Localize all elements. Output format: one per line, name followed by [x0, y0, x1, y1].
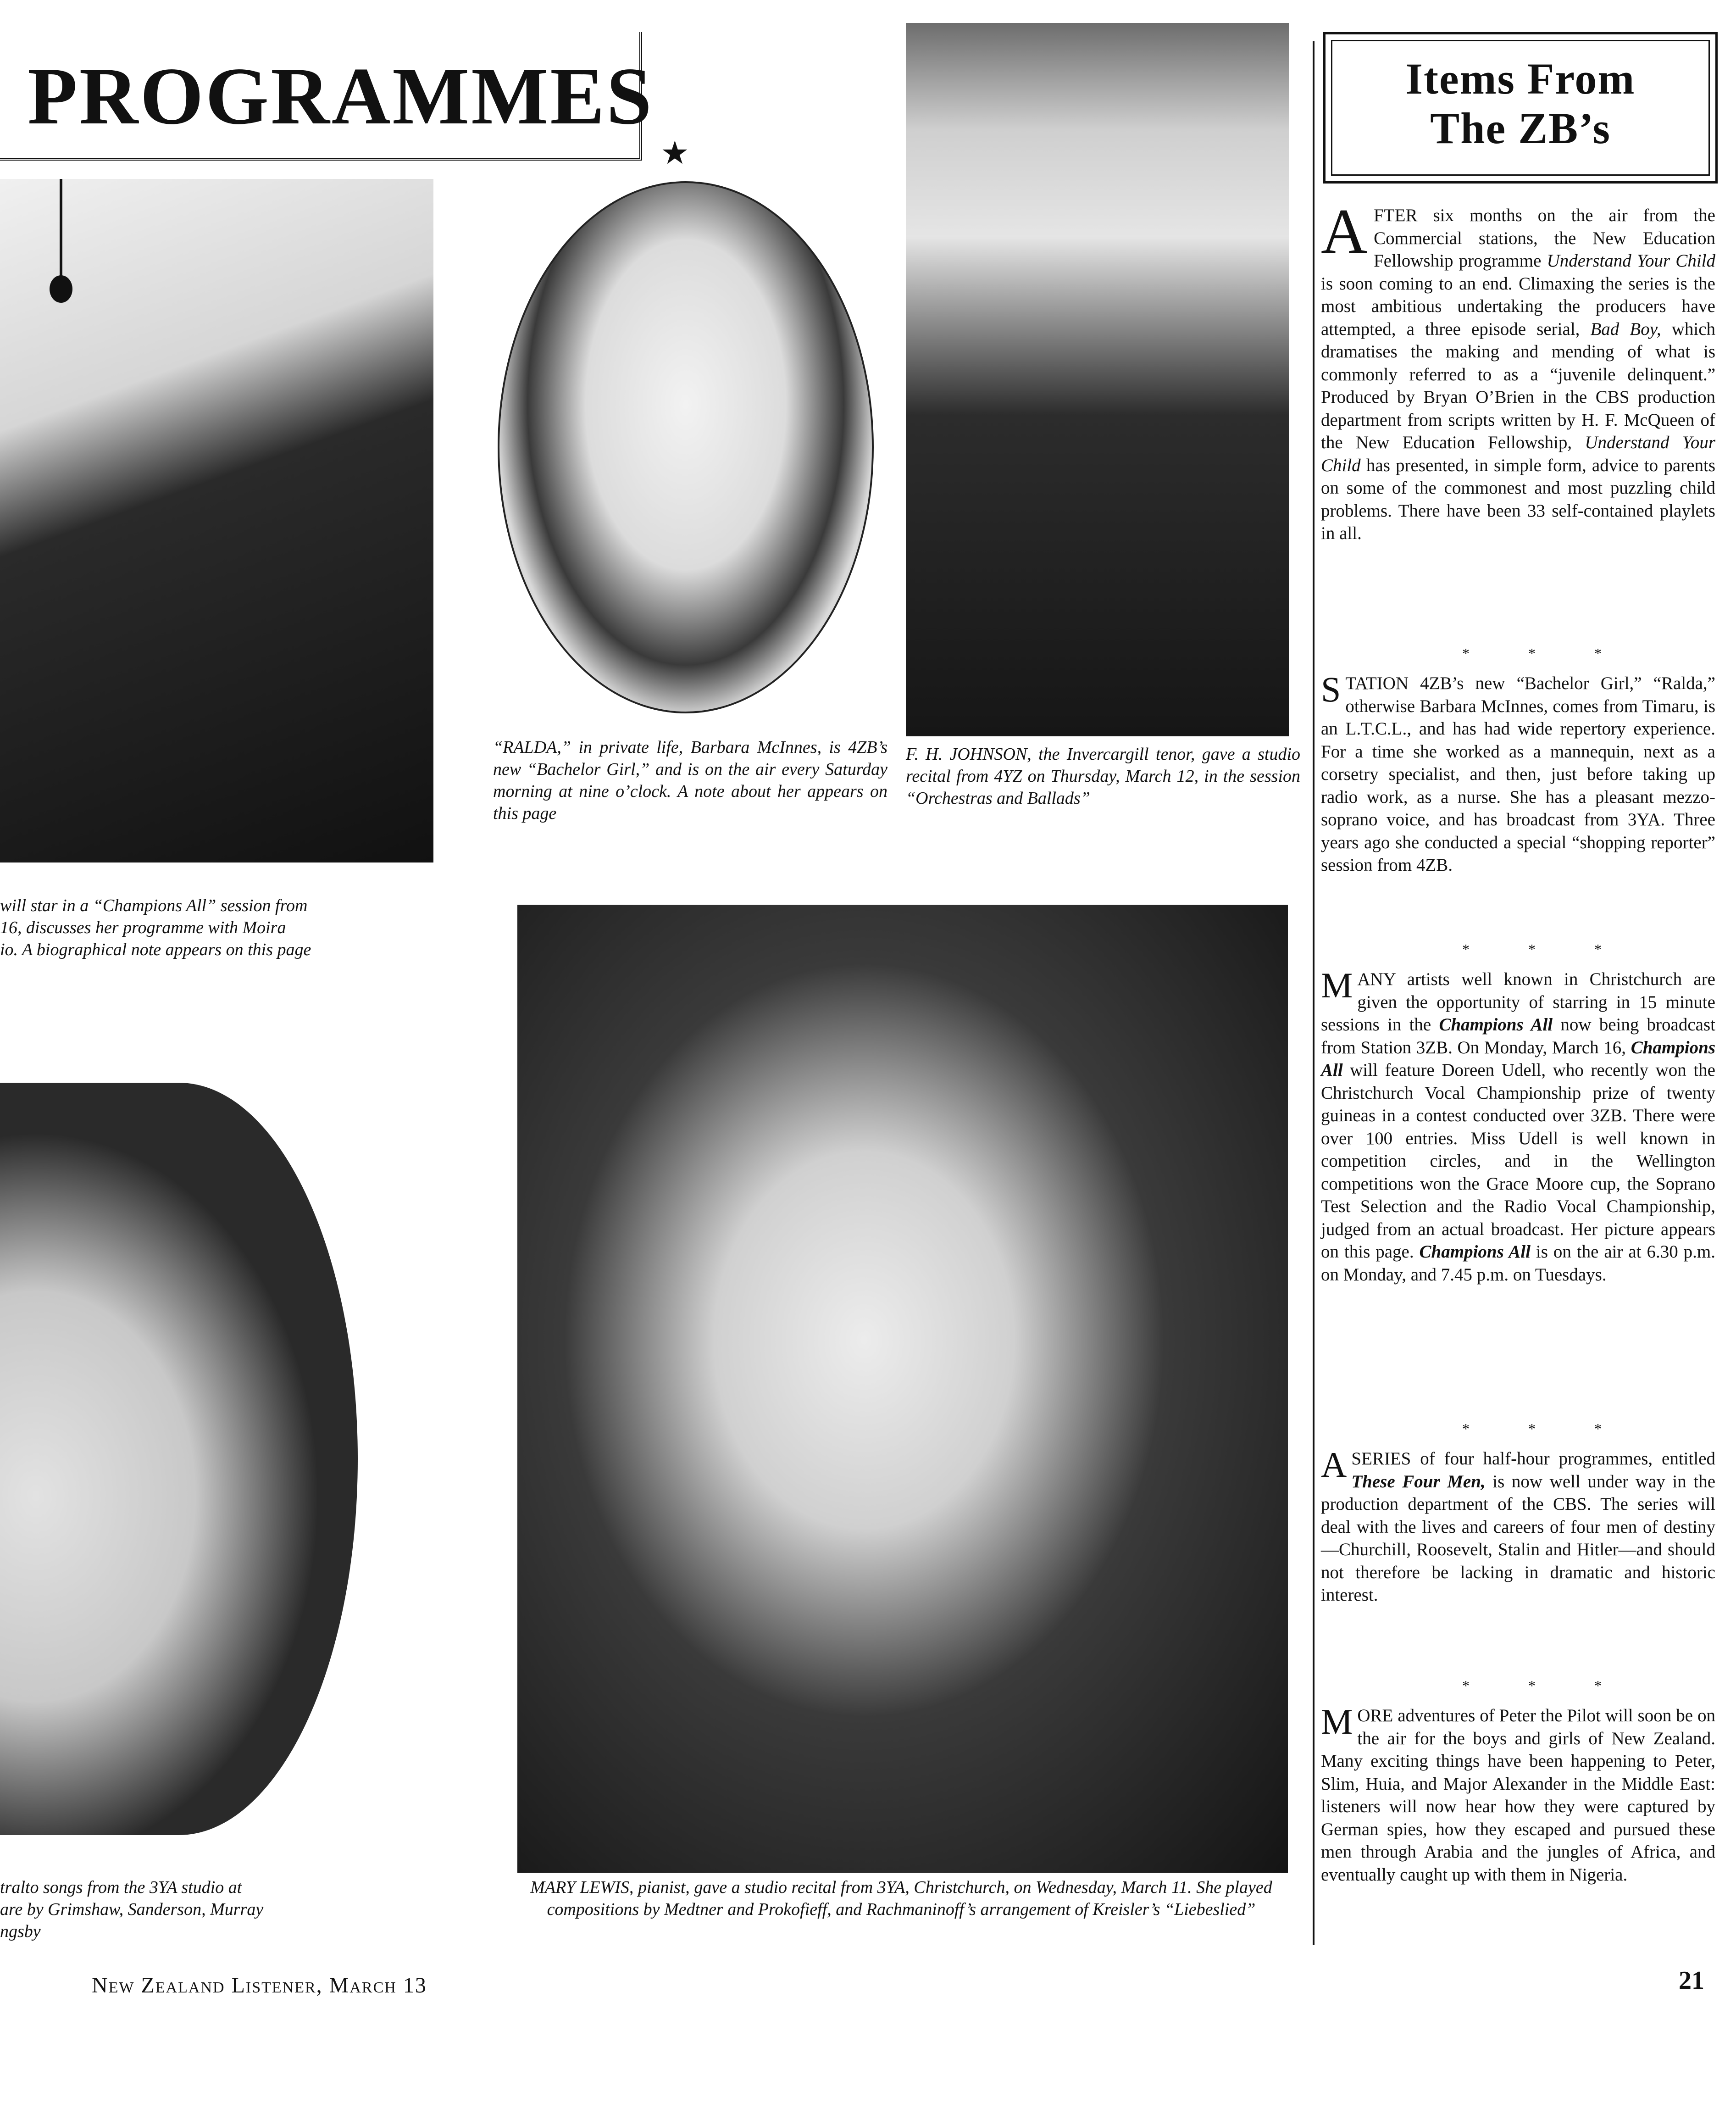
caption-piano-line-1: will star in a “Champions All” session from [0, 896, 308, 915]
article-text: ORE adventures of Peter the Pilot will soon be on the air for the boys and girls of New Zealand. Many exciting things have been happening to Peter, Slim, Huia, and Major Alexander in the Middle East: listeners will now hear how they were captured by German spies, how they escaped and pursued these men through Arabia and the jungles of Africa, and eventually caught up with them in Nigeria. [1321, 1706, 1715, 1885]
caption-udell-line-3: ngsby [0, 1922, 41, 1941]
photo-lewis-portrait [517, 905, 1288, 1873]
article-ralda [1321, 669, 1715, 877]
caption-lewis-lead: MARY LEWIS, [530, 1878, 634, 1897]
caption-johnson-text: the Invercargill tenor, gave a studio recital from 4YZ on Thursday, March 12, in the session “Orchestras and Ballads” [906, 745, 1300, 808]
caption-piano [0, 895, 438, 961]
article-champions-all [1321, 965, 1716, 1286]
article-text: is now well under way in the production department of the CBS. The series will deal with the lives and careers of four men of destiny—Churchill, Roosevelt, Stalin and Hitler—and should not therefore be lacking in dramatic and historic interest. [1321, 1471, 1716, 1605]
caption-piano-line-2: 16, discusses her programme with Moira [0, 918, 286, 937]
page-title: PROGRAMMES [28, 50, 654, 141]
sidebar-title [1323, 54, 1718, 153]
caption-ralda-text: in private life, Barbara McInnes, is 4ZB’s new “Bachelor Girl,” and is on the air every Saturday morning at nine o’clock. A note about her appears on this page [493, 738, 888, 823]
article-text: TATION 4ZB’s new “Bachelor Girl,” “Ralda,” otherwise Barbara McInnes, comes from Timaru, is an L.T.C.L., and has had wide repertory experience. For a time she worked as a mannequin, next as a corsetry specialist, and then, just before taking up radio work, as a nurse. She has a pleasant mezzo-soprano voice, and has broadcast from 3YA. Three years ago she conducted a special “shopping reporter” session from 4ZB. [1321, 673, 1715, 875]
caption-johnson-lead: F. H. JOHNSON, [906, 745, 1032, 764]
caption-lewis-text: pianist, gave a studio recital from 3YA, Christchurch, on Wednesday, March 11. She played compositions by Medtner and Prokofieff, and Rachmaninoff’s arrangement of Kreisler’s “Liebeslied” [547, 1878, 1272, 1919]
separator-stars: * * * [1462, 645, 1629, 662]
article-italic: These Four Men, [1351, 1471, 1486, 1491]
column-divider [1313, 41, 1314, 1945]
article-text: which dramatises the making and mending of what is commonly referred to as a “juvenile delinquent.” Produced by Bryan O’Brien in the CBS production department from scripts written by H. F. McQueen of the New Education Fellowship, [1321, 319, 1716, 452]
caption-piano-line-3: io. A biographical note appears on this page [0, 940, 311, 959]
star-ornament-icon: ★ [660, 136, 689, 171]
dropcap: M [1321, 965, 1353, 1005]
caption-udell-line-2: are by Grimshaw, Sanderson, Murray [0, 1900, 264, 1919]
article-italic: Champions All [1439, 1015, 1553, 1035]
separator-stars: * * * [1462, 941, 1629, 957]
microphone-icon [50, 275, 72, 303]
dropcap: A [1321, 1445, 1347, 1485]
photo-udell-portrait [0, 1083, 358, 1835]
article-peter-the-pilot [1321, 1704, 1715, 1886]
article-text: ANY artists well known in Christchurch are given the opportunity of starring in 15 minute sessions in the [1321, 969, 1715, 1035]
article-italic: Champions All [1321, 1037, 1715, 1080]
article-text: FTER six months on the air from the Commercial stations, the New Education Fellowship programme [1374, 206, 1715, 271]
article-text: is soon coming to an end. Climaxing the series is the most ambitious undertaking the producers have attempted, a three episode serial, [1321, 273, 1715, 339]
photo-johnson-portrait [906, 23, 1289, 736]
article-italic: Champions All [1419, 1242, 1531, 1262]
caption-udell-line-1: tralto songs from the 3YA studio at [0, 1878, 242, 1897]
footer-publication: New Zealand Listener, March 13 [92, 1973, 427, 1998]
article-italic: Bad Boy, [1590, 319, 1661, 339]
article-these-four-men [1321, 1447, 1715, 1607]
article-text: is on the air at 6.30 p.m. on Monday, and 7.45 p.m. on Tuesdays. [1321, 1242, 1716, 1285]
sidebar-title-line-1: Items From [1405, 54, 1636, 103]
caption-ralda [493, 736, 887, 824]
dropcap: M [1321, 1702, 1353, 1742]
caption-lewis [509, 1876, 1293, 1920]
article-italic: Understand Your Child [1321, 433, 1716, 475]
caption-ralda-lead: “RALDA,” [493, 738, 571, 757]
article-italic: Understand Your Child [1547, 251, 1715, 271]
dropcap: A [1321, 196, 1368, 267]
sidebar-title-line-2: The ZB’s [1430, 104, 1611, 153]
page-number: 21 [1679, 1966, 1704, 1995]
article-text: now being broadcast from Station 3ZB. On Monday, March 16, [1321, 1015, 1715, 1057]
separator-stars: * * * [1462, 1420, 1629, 1437]
caption-udell [0, 1876, 381, 1942]
microphone-cord [60, 179, 62, 284]
article-text: SERIES of four half-hour programmes, entitled [1351, 1449, 1715, 1469]
separator-stars: * * * [1462, 1677, 1629, 1694]
caption-johnson [906, 743, 1300, 809]
article-text: has presented, in simple form, advice to parents on some of the commonest and most puzzling child problems. There have been 33 self-contained playlets in all. [1321, 455, 1715, 543]
dropcap: S [1321, 669, 1341, 709]
photo-ralda-portrait [498, 181, 874, 713]
article-text: will feature Doreen Udell, who recently won the Christchurch Vocal Championship prize of twenty guineas in a contest conducted over 3ZB. There were over 100 entries. Miss Udell is well known in competition circles, and in the Wellington competitions won the Grace Moore cup, the Soprano Test Selection and the Radio Vocal Championship, judged from an actual broadcast. Her picture appears on this page. [1321, 1060, 1715, 1262]
article-understand-your-child [1321, 196, 1716, 545]
